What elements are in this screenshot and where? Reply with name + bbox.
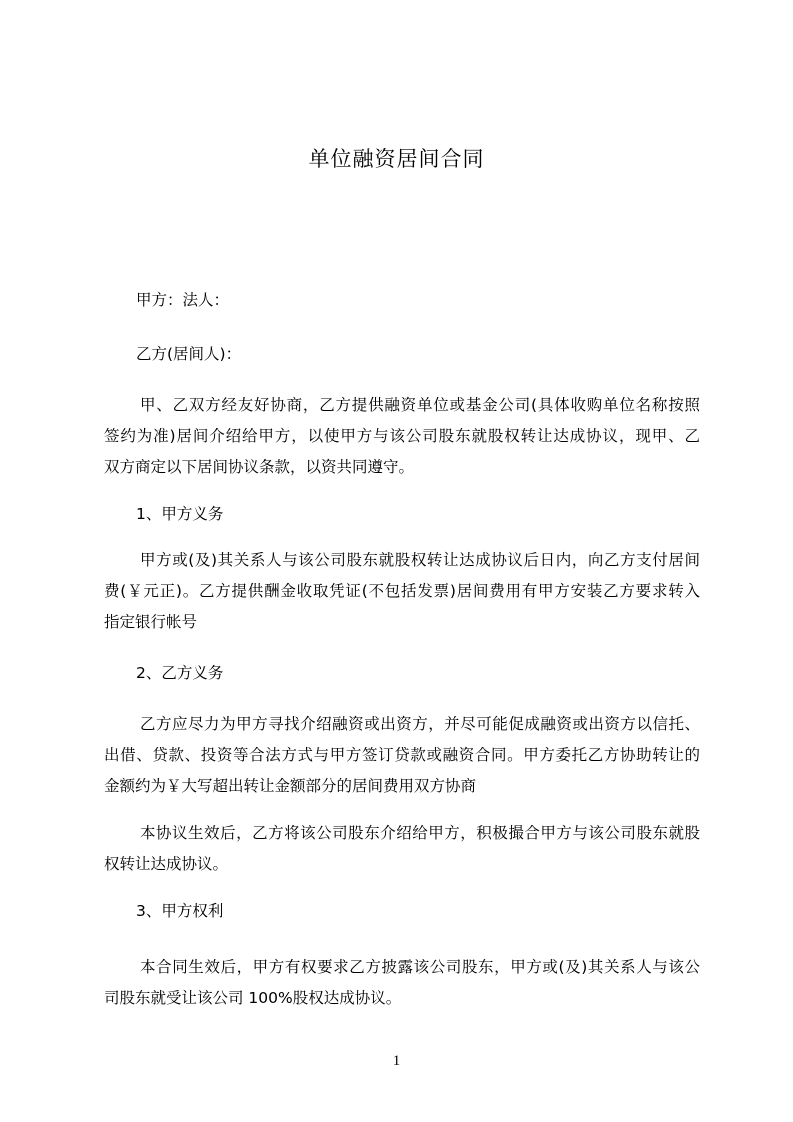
text-line: 双方商定以下居间协议条款，以资共同遵守。 — [104, 458, 415, 476]
text-line: 签约为准)居间介绍给甲方，以使甲方与该公司股东就股权转让达成协议，现甲、乙 — [104, 427, 700, 445]
section-3-heading: 3、甲方权利 — [136, 902, 224, 920]
section-2-heading: 2、乙方义务 — [136, 664, 224, 682]
text-line: 金额约为￥大写超出转让金额部分的居间费用双方协商 — [104, 777, 477, 795]
text-line: 指定银行帐号 — [104, 613, 198, 631]
text-line: 权转让达成协议。 — [104, 855, 229, 873]
section-2-paragraph-1 — [104, 709, 700, 802]
text-line: 甲、乙双方经友好协商，乙方提供融资单位或基金公司(具体收购单位名称按照 — [140, 396, 700, 414]
party-a-line: 甲方：法人： — [136, 291, 230, 309]
text-line: 甲方或(及)其关系人与该公司股东就股权转让达成协议后日内，向乙方支付居间 — [140, 551, 700, 569]
section-3-paragraph — [104, 952, 700, 1014]
text-line: 本协议生效后，乙方将该公司股东介绍给甲方，积极撮合甲方与该公司股东就股 — [140, 824, 700, 842]
section-1-heading: 1、甲方义务 — [136, 505, 224, 523]
document-title: 单位融资居间合同 — [308, 147, 485, 171]
section-2-paragraph-2 — [104, 818, 700, 880]
text-line: 乙方应尽力为甲方寻找介绍融资或出资方，并尽可能促成融资或出资方以信托、 — [140, 715, 700, 733]
text-line: 出借、贷款、投资等合法方式与甲方签订贷款或融资合同。甲方委托乙方协助转让的 — [104, 746, 700, 764]
text-line: 本合同生效后，甲方有权要求乙方披露该公司股东，甲方或(及)其关系人与该公 — [140, 958, 700, 976]
text-line: 费(￥元正)。乙方提供酬金收取凭证(不包括发票)居间费用有甲方安装乙方要求转入 — [104, 582, 700, 600]
text-line: 司股东就受让该公司 100%股权达成协议。 — [104, 989, 402, 1007]
page-number: 1 — [392, 1053, 401, 1069]
party-b-line: 乙方(居间人)： — [136, 345, 242, 363]
section-1-paragraph — [104, 545, 700, 638]
intro-paragraph — [104, 390, 700, 483]
